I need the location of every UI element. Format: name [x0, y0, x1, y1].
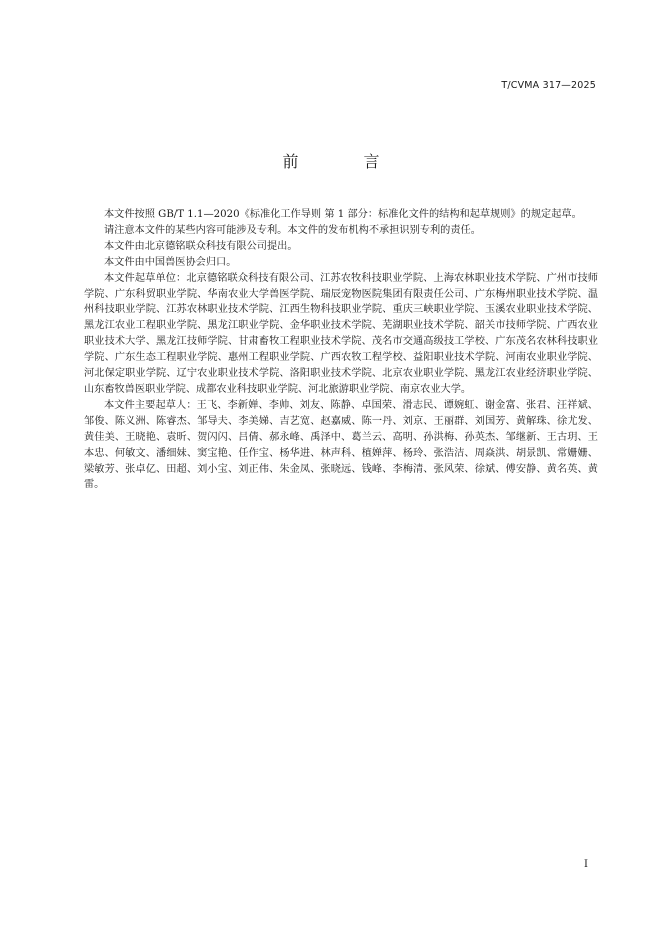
- paragraph-standard-basis: 本文件按照 GB/T 1.1—2020《标准化工作导则 第 1 部分：标准化文件的结构和起草规则》的规定起草。: [104, 209, 582, 220]
- paragraph-drafters: 本文件主要起草人：王飞、李新婵、李帅、刘友、陈静、卓国荣、滑志民、谭婉虹、谢金富、张君、汪祥斌、邹俊、陈义洲、陈睿杰、邹导夫、李美娣、吉艺宽、赵嘉威、陈一丹、刘京、王丽群、刘国芳、黄解珠、徐尤发、黄佳美、王晓艳、袁昕、贺闪闪、吕倩、郝永峰、禹泽中、葛兰云、高明、孙洪梅、孙英杰、邹继新、王古玥、王本忠、何敏文、潘细妹、窦宝艳、任作宝、杨华进、林声科、植婵萍、杨玲、张浩洁、周焱洪、胡景凯、常姗姗、梁敏芳、张卓亿、田超、刘小宝、刘正伟、朱金凤、张晓远、钱峰、李梅清、张风荣、徐斌、傅安静、黄名英、黄雷。: [84, 399, 598, 491]
- page-title: 前 言: [282, 152, 410, 171]
- paragraph-drafting-units: 本文件起草单位：北京德铭联众科技有限公司、江苏农牧科技职业学院、上海农林职业技术学院、广州市技师学院、广东科贸职业学院、华南农业大学兽医学院、瑞辰宠物医院集团有限责任公司、广东梅州职业技术学院、温州科技职业学院、江苏农林职业技术学院、江西生物科技职业学院、重庆三峡职业学院、玉溪农业职业技术学院、黑龙江农业工程职业学院、黑龙江职业学院、金华职业技术学院、芜湖职业技术学院、韶关市技师学院、广西农业职业技术大学、黑龙江技师学院、甘肃畜牧工程职业技术学院、茂名市交通高级技工学校、广东茂名农林科技职业学院、广东生态工程职业学院、惠州工程职业学院、广西农牧工程学校、益阳职业技术学院、河南农业职业学院、河北保定职业学院、辽宁农业职业技术学院、洛阳职业技术学院、北京农业职业学院、黑龙江农业经济职业学院、山东畜牧兽医职业学院、成都农业科技职业学院、河北旅游职业学院、南京农业大学。: [84, 272, 598, 395]
- paragraph-patent-notice: 请注意本文件的某些内容可能涉及专利。本文件的发布机构不承担识别专利的责任。: [104, 224, 481, 236]
- page-number: I: [584, 859, 588, 870]
- document-code: T/CVMA 317—2025: [501, 80, 596, 91]
- paragraph-centralized-by: 本文件由中国兽医协会归口。: [104, 256, 237, 268]
- foreword-body: [84, 207, 598, 493]
- paragraph-proposer: 本文件由北京德铭联众科技有限公司提出。: [104, 240, 298, 252]
